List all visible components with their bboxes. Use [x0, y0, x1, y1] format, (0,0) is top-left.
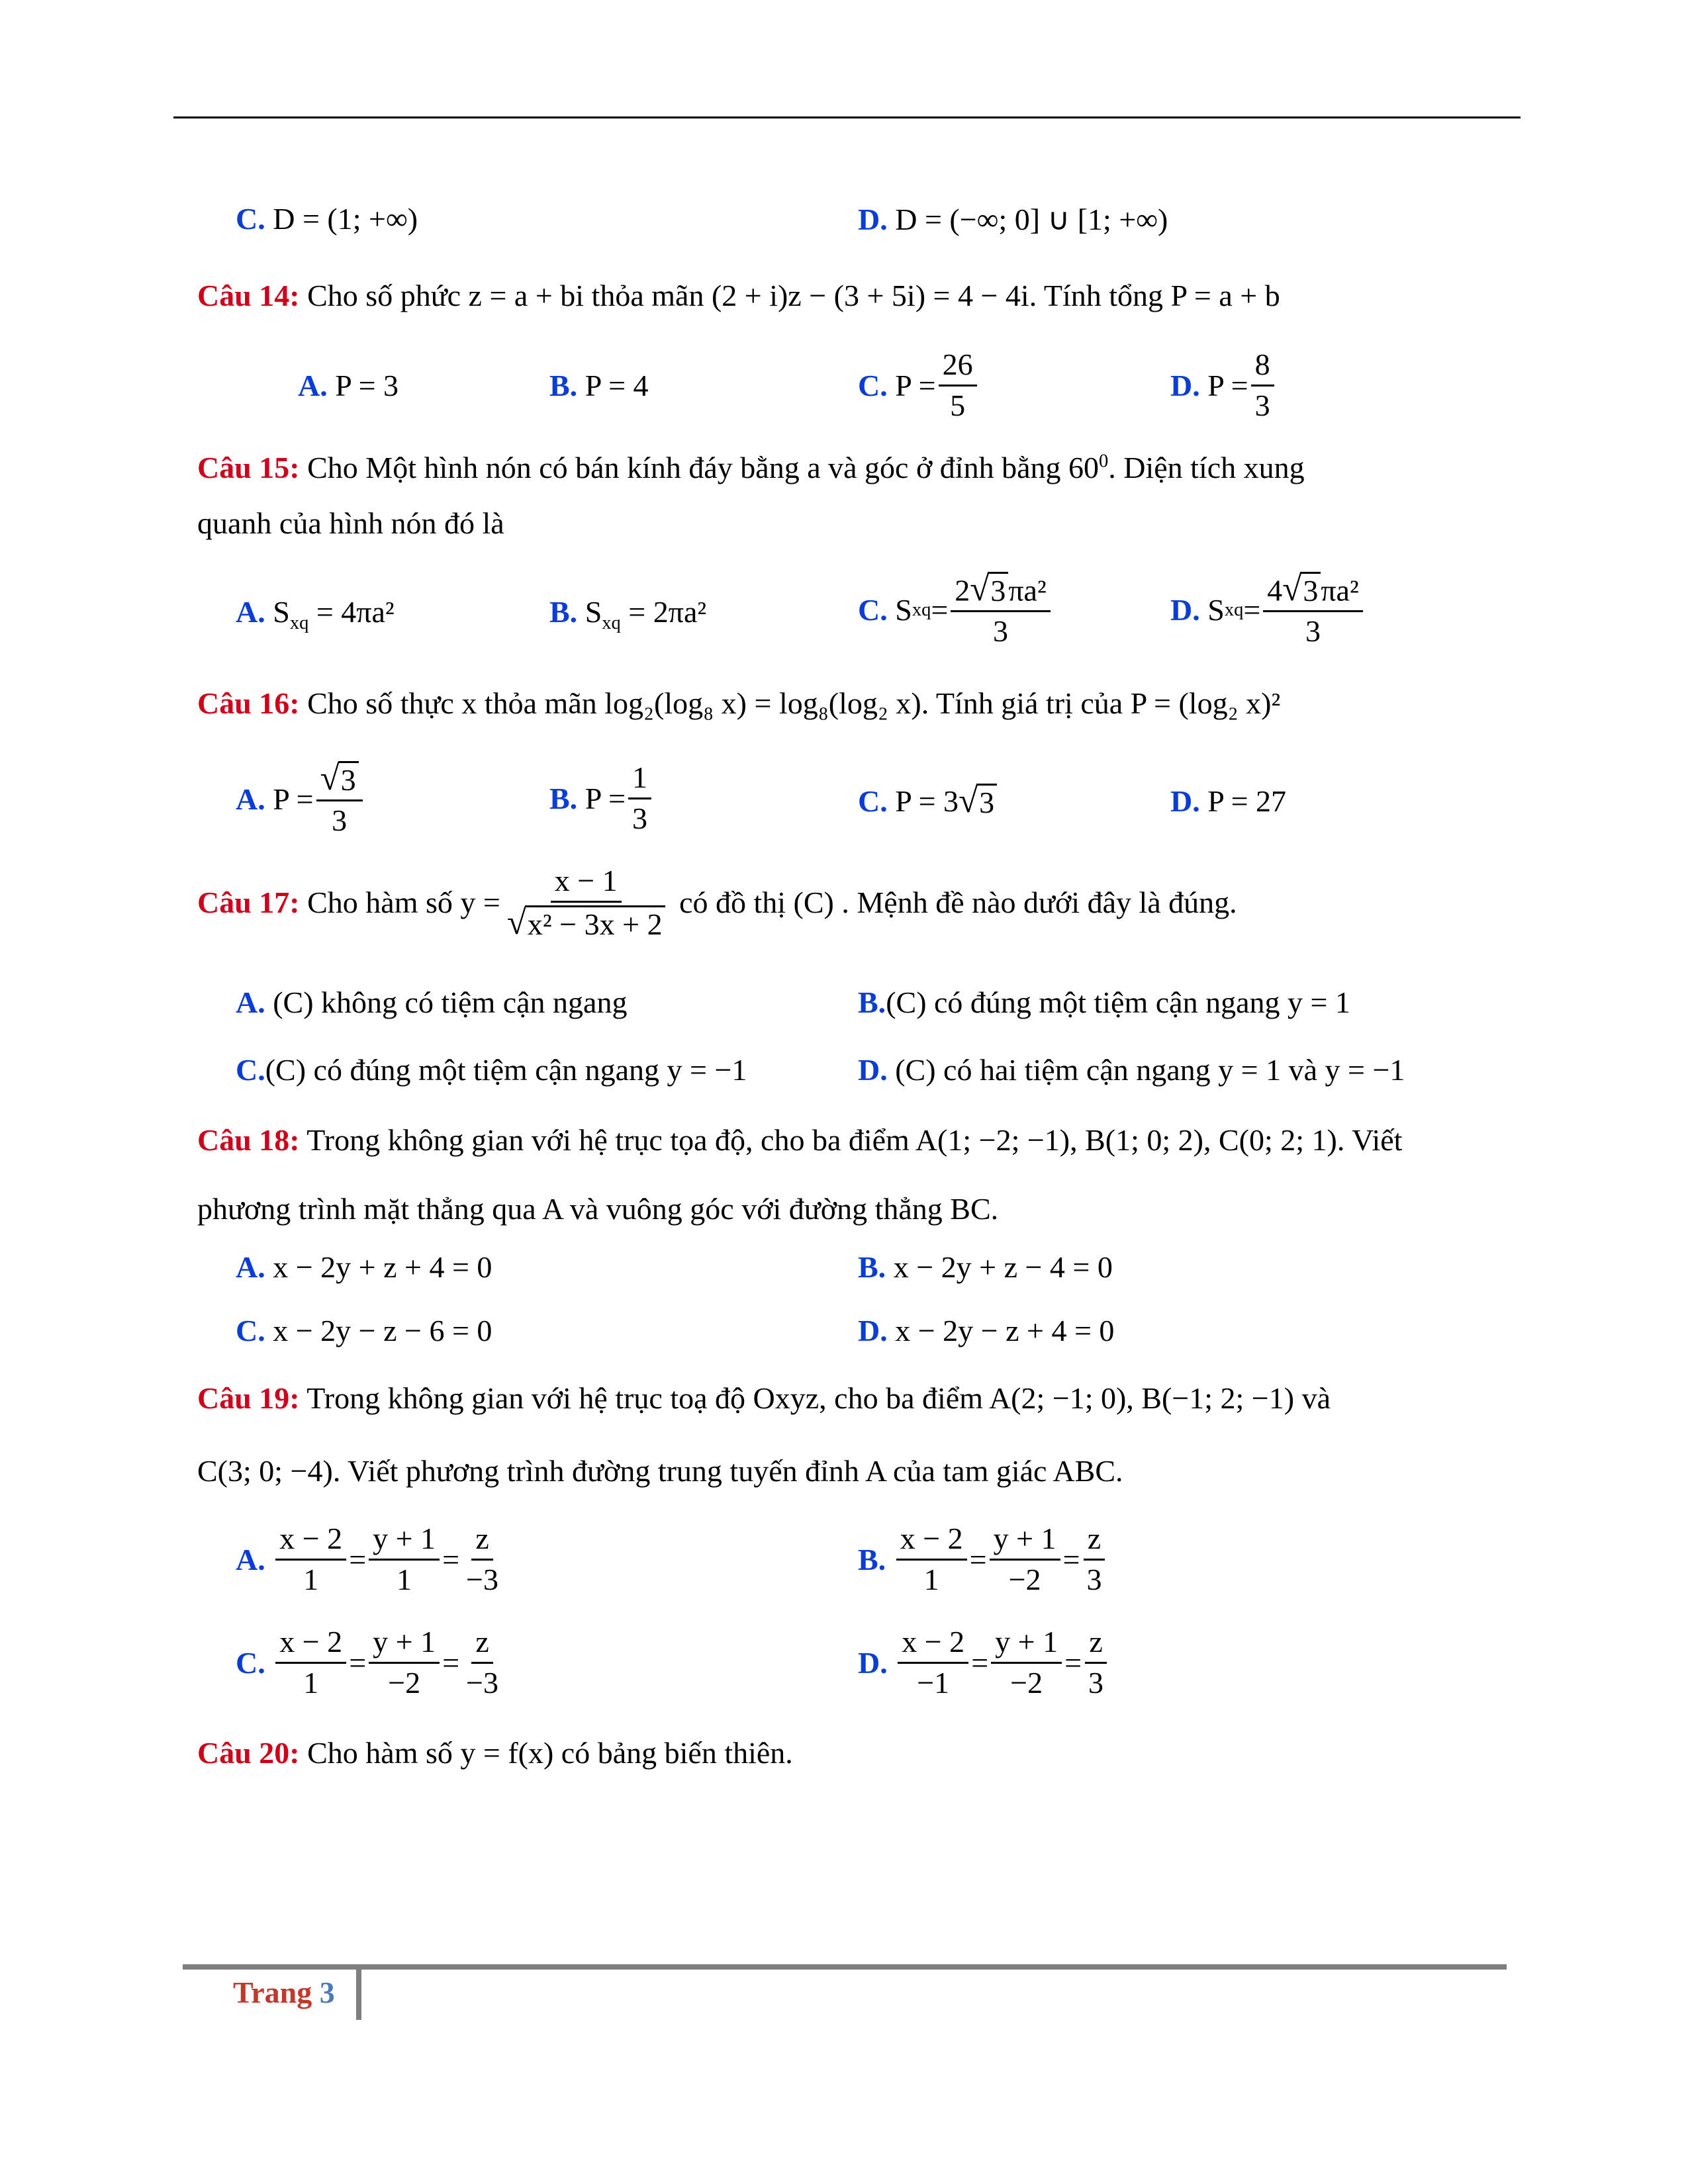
q13-option-d: D. D = (−∞; 0] ∪ [1; +∞)	[858, 203, 1168, 236]
q16-option-c: C. P = 3 √ 3	[858, 784, 997, 819]
fraction: $\frac{y + 1}{-2}$	[369, 1625, 440, 1700]
fraction: $\frac{z}{3}$	[1083, 1522, 1106, 1596]
fraction: $\frac{y + 1}{-2}$	[990, 1522, 1060, 1596]
q19-option-a: A. $\frac{x - 2}{1}$ = $\frac{y + 1}{1}$ = $\frac{z}{-3}$	[236, 1522, 505, 1596]
fraction: $\frac{x - 2}{-1}$	[898, 1625, 968, 1700]
q19-option-d: D. $\frac{x - 2}{-1}$ = $\frac{y + 1}{-2}$ = $\frac{z}{3}$	[858, 1625, 1110, 1700]
page-number: Trang 3	[233, 1976, 335, 2009]
q16-stem: Câu 16: Cho số thực x thỏa mãn log₂(log₈ x) = log₈(log₂ x). Tính giá trị của P = (log₂ x)²	[197, 686, 1281, 720]
q17-option-a: A. (C) không có tiệm cận ngang	[236, 985, 628, 1019]
fraction: $\frac{8}{3}$	[1251, 348, 1274, 422]
fraction: $\frac{x - 2}{1}$	[275, 1625, 346, 1700]
q18-option-d: D. x − 2y − z + 4 = 0	[858, 1314, 1115, 1347]
q14-option-a: A. P = 3	[298, 369, 399, 402]
fraction: $\frac{1}{3}$	[628, 761, 651, 835]
fraction: 2 √ 3 πa² 3	[951, 572, 1050, 649]
fraction: $\frac{x - 2}{1}$	[275, 1522, 346, 1596]
q15-stem-line1: Câu 15: Cho Một hình nón có bán kính đáy bằng a và góc ở đỉnh bằng $60^0$. Diện tích xung	[197, 451, 1305, 484]
header-rule	[173, 116, 1521, 118]
q16-option-a: A. P = √ 3 3	[236, 761, 365, 838]
fraction: $\frac{y + 1}{1}$	[369, 1522, 440, 1596]
q15-stem-line2: quanh của hình nón đó là	[197, 506, 504, 540]
q15-option-b: B. $S_{xq} = 2\pi a^2$	[549, 595, 707, 634]
q17-option-c: C.(C) có đúng một tiệm cận ngang y = −1	[236, 1053, 747, 1087]
q18-option-a: A. x − 2y + z + 4 = 0	[236, 1250, 492, 1284]
q13-option-c: C. D = (1; +∞)	[236, 202, 418, 236]
q14-option-c: C. P = $\frac{26}{5}$	[858, 348, 980, 422]
footer-divider	[356, 1967, 361, 2020]
q15-option-d: D. S xq = 4 √ 3 πa² 3	[1170, 572, 1366, 649]
q15-option-a: A. $S_{xq} = 4\pi a^2$	[236, 595, 395, 634]
fraction: $\frac{y + 1}{-2}$	[991, 1625, 1062, 1700]
footer-rule	[183, 1964, 1507, 1970]
fraction: $\frac{z}{3}$	[1084, 1625, 1107, 1700]
fraction: $\frac{x - 2}{1}$	[896, 1522, 967, 1596]
fraction: x − 1 √ x² − 3x + 2	[503, 864, 669, 941]
fraction: $\frac{z}{-3}$	[466, 1625, 498, 1700]
q19-option-b: B. $\frac{x - 2}{1}$ = $\frac{y + 1}{-2}$ = $\frac{z}{3}$	[858, 1522, 1109, 1596]
q20-stem: Câu 20: Cho hàm số y = f(x) có bảng biến thiên.	[197, 1736, 793, 1770]
fraction: √ 3 3	[316, 761, 363, 838]
q14-option-d: D. P = $\frac{8}{3}$	[1170, 348, 1277, 422]
q19-stem-line1: Câu 19: Trong không gian với hệ trục toạ độ Oxyz, cho ba điểm A(2; −1; 0), B(−1; 2; −1) và	[197, 1381, 1331, 1415]
q17-option-d: D. (C) có hai tiệm cận ngang y = 1 và y = −1	[858, 1053, 1405, 1087]
q18-stem-line1: Câu 18: Trong không gian với hệ trục tọa độ, cho ba điểm A(1; −2; −1), B(1; 0; 2), C(0; 2; 1). Viết	[197, 1123, 1403, 1157]
q17-option-b: B.(C) có đúng một tiệm cận ngang y = 1	[858, 985, 1350, 1019]
q18-option-c: C. x − 2y − z − 6 = 0	[236, 1314, 492, 1347]
fraction: 4 √ 3 πa² 3	[1263, 572, 1362, 649]
q14-option-b: B. P = 4	[549, 369, 649, 402]
q17-stem: Câu 17: Cho hàm số y = x − 1 √ x² − 3x + 2 có đồ thị (C) . Mệnh đề nào dưới đây là đúng.	[197, 864, 1237, 942]
q15-option-c: C. S xq = 2 √ 3 πa² 3	[858, 572, 1053, 649]
q14-stem: Câu 14: Cho số phức z = a + bi thỏa mãn (2 + i)z − (3 + 5i) = 4 − 4i. Tính tổng P = a + b	[197, 279, 1280, 312]
q16-option-b: B. P = $\frac{1}{3}$	[549, 761, 654, 835]
fraction: $\frac{26}{5}$	[939, 348, 977, 422]
q16-option-d: D. P = 27	[1170, 784, 1287, 818]
fraction: $\frac{z}{-3}$	[466, 1522, 498, 1596]
q19-stem-line2: C(3; 0; −4). Viết phương trình đường trung tuyến đỉnh A của tam giác ABC.	[197, 1454, 1123, 1488]
q18-stem-line2: phương trình mặt thẳng qua A và vuông góc với đường thẳng BC.	[197, 1192, 999, 1226]
q19-option-c: C. $\frac{x - 2}{1}$ = $\frac{y + 1}{-2}$ = $\frac{z}{-3}$	[236, 1625, 505, 1700]
q18-option-b: B. x − 2y + z − 4 = 0	[858, 1250, 1113, 1284]
